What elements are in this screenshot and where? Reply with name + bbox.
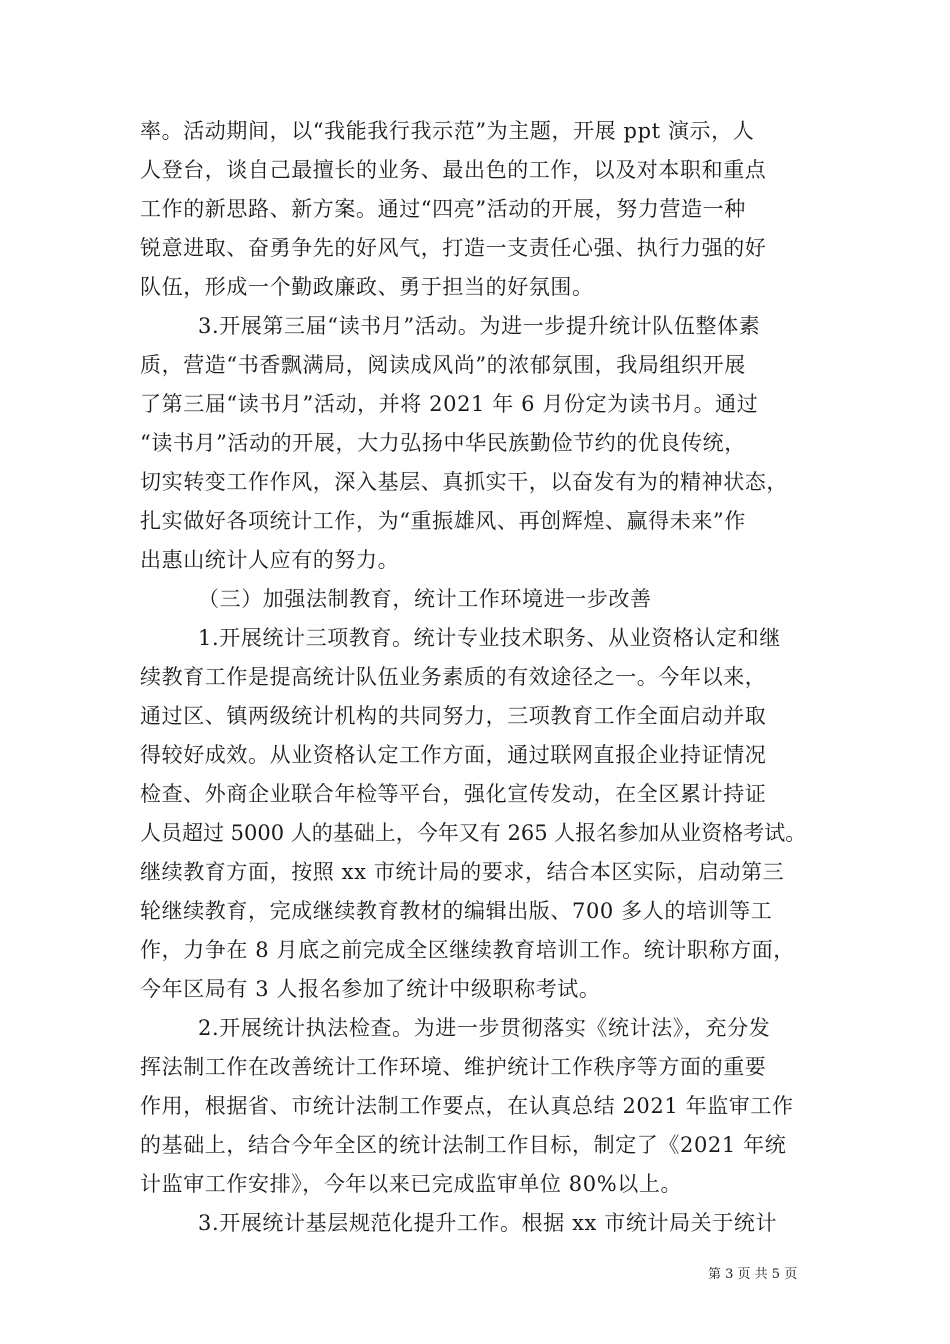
body-text-line: 工作的新思路、新方案。通过“四亮”活动的开展，努力营造一种 <box>140 197 746 221</box>
section-heading: （三）加强法制教育，统计工作环境进一步改善 <box>198 587 652 611</box>
body-text-line: 作，力争在 8 月底之前完成全区继续教育培训工作。统计职称方面， <box>140 938 795 962</box>
body-text-line: 续教育工作是提高统计队伍业务素质的有效途径之一。今年以来， <box>140 665 767 689</box>
body-text-line: 扎实做好各项统计工作，为“重振雄风、再创辉煌、赢得未来”作 <box>140 509 746 533</box>
body-text-line: 作用，根据省、市统计法制工作要点，在认真总结 2021 年监审工作 <box>140 1094 794 1118</box>
body-text-line: 率。活动期间，以“我能我行我示范”为主题，开展 ppt 演示，人 <box>140 119 755 143</box>
body-text-line: 挥法制工作在改善统计工作环境、维护统计工作秩序等方面的重要 <box>140 1055 767 1079</box>
paragraph-first-line: 3.开展统计基层规范化提升工作。根据 xx 市统计局关于统计 <box>198 1211 778 1235</box>
body-text-line: 计监审工作安排》，今年以来已完成监审单位 80%以上。 <box>140 1172 683 1196</box>
body-text-line: 检查、外商企业联合年检等平台，强化宣传发动，在全区累计持证 <box>140 782 767 806</box>
body-text-line: 得较好成效。从业资格认定工作方面，通过联网直报企业持证情况 <box>140 743 767 767</box>
body-text-line: 出惠山统计人应有的努力。 <box>140 548 400 572</box>
body-text-line: 切实转变工作作风，深入基层、真抓实干，以奋发有为的精神状态， <box>140 470 788 494</box>
body-text-line: “读书月”活动的开展，大力弘扬中华民族勤俭节约的优良传统， <box>140 431 746 455</box>
page-number-footer: 第 3 页 共 5 页 <box>708 1267 798 1282</box>
body-text-line: 队伍，形成一个勤政廉政、勇于担当的好氛围。 <box>140 275 594 299</box>
body-text-line: 今年区局有 3 人报名参加了统计中级职称考试。 <box>140 977 601 1001</box>
body-text-line: 通过区、镇两级统计机构的共同努力，三项教育工作全面启动并取 <box>140 704 767 728</box>
paragraph-first-line: 3.开展第三届“读书月”活动。为进一步提升统计队伍整体素 <box>198 314 761 338</box>
body-text-line: 继续教育方面，按照 xx 市统计局的要求，结合本区实际，启动第三 <box>140 860 785 884</box>
paragraph-first-line: 1.开展统计三项教育。统计专业技术职务、从业资格认定和继 <box>198 626 781 650</box>
body-text-line: 人登台，谈自己最擅长的业务、最出色的工作，以及对本职和重点 <box>140 158 767 182</box>
paragraph-first-line: 2.开展统计执法检查。为进一步贯彻落实《统计法》，充分发 <box>198 1016 771 1040</box>
body-text-line: 轮继续教育，完成继续教育教材的编辑出版、700 多人的培训等工 <box>140 899 773 923</box>
body-text-line: 人员超过 5000 人的基础上，今年又有 265 人报名参加从业资格考试。 <box>140 821 807 845</box>
body-text-line: 了第三届“读书月”活动，并将 2021 年 6 月份定为读书月。通过 <box>140 392 759 416</box>
body-text-line: 锐意进取、奋勇争先的好风气，打造一支责任心强、执行力强的好 <box>140 236 767 260</box>
body-text-line: 的基础上，结合今年全区的统计法制工作目标，制定了《2021 年统 <box>140 1133 787 1157</box>
body-text-line: 质，营造“书香飘满局，阅读成风尚”的浓郁氛围，我局组织开展 <box>140 353 746 377</box>
